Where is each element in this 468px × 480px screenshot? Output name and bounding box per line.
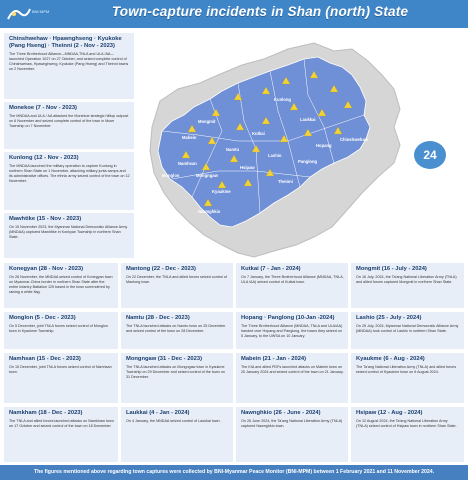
incident-title: Mabein (21 - Jan - 2024) xyxy=(241,356,307,362)
incident-body: On 15 November 2023, the Myanmar National Democratic Alliance Army (MNDAA) captured Mawhtike in Konkyan Township in northern Shan State. xyxy=(9,225,128,239)
incident-title: Monekoe (7 - Nov - 2023) xyxy=(9,105,77,111)
logo-text: BNI·MPM xyxy=(32,9,50,14)
incident-body: On 28 November, the MNDAA seized control of Konegyan town on Myanmar-China border in northern Shan State after the entire Infantry Battalion 125 based in the town surrendered by raising a white flag. xyxy=(9,275,113,294)
incident-card xyxy=(236,312,348,349)
incident-title: Kutkai (7 - Jan - 2024) xyxy=(241,266,301,272)
town-label: Panglong xyxy=(298,159,318,164)
incident-title: Kunlong (12 - Nov - 2023) xyxy=(9,155,79,161)
incident-body: On 15 December, joint TNLA forces seized control of Namhsan town. xyxy=(9,365,112,374)
incident-title: Namtu (28 - Dec - 2023) xyxy=(126,315,190,321)
incident-body: On 5 December, joint TNLA forces seized control of Monglon town in Kyaukme Township. xyxy=(9,324,108,333)
town-label: Chinshwehaw xyxy=(340,137,368,142)
incident-card xyxy=(351,407,464,462)
incident-body: On 12 August 2024, the Ta'ang National Liberation Army (TNLA) seized control of Hsipaw town in northern Shan State. xyxy=(356,419,457,428)
incident-card xyxy=(236,353,348,403)
incident-title: Mongmit (16 - July - 2024) xyxy=(356,266,427,272)
incident-body: On 16 July, 2024, the Ta'ang National Liberation Army (TNLA) and allied forces captured Mongmit in northern Shan State. xyxy=(356,275,457,284)
incident-card xyxy=(121,407,233,462)
incident-title: Laukkai (4 - Jan - 2024) xyxy=(126,410,190,416)
town-label: Mongmit xyxy=(198,119,216,124)
map-svg xyxy=(138,31,460,261)
town-label: Namtu xyxy=(226,147,240,152)
incident-title: Kyaukme (6 - Aug - 2024) xyxy=(356,356,425,362)
incident-card xyxy=(351,312,464,349)
incident-card xyxy=(121,263,233,308)
town-label: Kutkai xyxy=(252,131,265,136)
incident-body: The Ta'ang National Liberation Army (TNLA) and allied forces seized control of Kyaukme town on 6 August 2024. xyxy=(356,365,457,374)
incident-title: Nawnghkio (26 - June - 2024) xyxy=(241,410,321,416)
source-footer: The figures mentioned above regarding town captures were collected by BNI-Myanmar Peace Monitor (BNI-MPM) between 1 February 2021 and 11 November 2024. xyxy=(0,465,468,480)
incident-card xyxy=(4,213,134,258)
incident-body: On 7 January, the Three Brotherhood Alliance (MNDAA, TNLA, ULA /AA) seized control of Kutkai town. xyxy=(241,275,344,284)
incident-card xyxy=(4,33,134,99)
incident-body: The TNLA launched attacks on Namtu town on 25 December and seized control of the town on 28 December. xyxy=(126,324,226,333)
incident-title: Monglon (5 - Dec - 2023) xyxy=(9,315,76,321)
incident-card xyxy=(236,263,348,308)
incident-title: Mantong (22 - Dec - 2023) xyxy=(126,266,196,272)
incident-title: Namkham (18 - Dec - 2023) xyxy=(9,410,83,416)
incident-body: The MNDAA and ULA / AA attacked the Monekoe strategic hilltop outpost on 6 November and seized complete control of the town in Muse Township on 7 November. xyxy=(9,114,129,128)
incident-title: Mawhtike (15 - Nov - 2023) xyxy=(9,216,82,222)
incident-body: On 26 June 2024, the Ta'ang National Liberation Army (TNLA) captured Nawnghkio town. xyxy=(241,419,343,428)
incident-body: On 22 December, the TNLA and allied forces seized control of Mantong town. xyxy=(126,275,227,284)
incident-card xyxy=(236,407,348,462)
incident-title: Mongngaw (31 - Dec - 2023) xyxy=(126,356,203,362)
incident-card xyxy=(4,353,118,403)
town-label: Laukkai xyxy=(300,117,316,122)
shan-north-map xyxy=(138,31,460,261)
incident-body: The TNLA launched attacks on Mongngaw town in Kyaukme Township on 29 December and seized control of the town on 31 December. xyxy=(126,365,225,379)
incident-card xyxy=(121,353,233,403)
page-title: Town-capture incidents in Shan (north) State xyxy=(111,4,409,19)
incident-body: The MNDAA launched the military operation to capture Kunlong in northern Shan State on 1 November, attacking military junta camps and its administrative offices. The ethnic army seized control of the town on 12 November. xyxy=(9,164,130,183)
town-label: Hopang xyxy=(316,143,332,148)
incident-title: Chinshwehaw · Hpawnghseng · Kyukoke (Pang Hseng) · Theinni (2 - Nov - 2023) xyxy=(9,36,122,49)
incident-title: Lashio (25 - July - 2024) xyxy=(356,315,422,321)
incident-body: The Three Brotherhood Alliance (MNDAA, TNLA and ULA/AA) handed over Hopang and Panglong, the towns they seized on 5 January, to the UWSA on 10 January. xyxy=(241,324,343,338)
incident-body: The KIA and allied PDFs launched attacks on Mabein town on 20 January 2024 and seized control of the town on 21 January. xyxy=(241,365,344,374)
incident-card xyxy=(4,263,118,308)
bni-logo-icon xyxy=(6,5,32,23)
town-label: Lashio xyxy=(268,153,282,158)
town-label: Monglon xyxy=(162,173,180,178)
incident-title: Hopang · Panglong (10-Jan -2024) xyxy=(241,315,335,321)
incident-title: Hsipaw (12 - Aug - 2024) xyxy=(356,410,423,416)
incident-body: The Three Brotherhood Alliance—MNDAA,TNLA and ULA /AA— launched Operation 1027 on 27 October, and seized complete control of Chinshwehaw, Hpawnghseng, Kyukoke (Pang Hseng) and Theinni towns on 2 November. xyxy=(9,52,129,71)
incident-card xyxy=(121,312,233,349)
incident-body: On 4 January, the MNDAA seized control of Laukkai town. xyxy=(126,419,221,423)
incident-card xyxy=(351,353,464,403)
incident-title: Namhsan (15 - Dec - 2023) xyxy=(9,356,81,362)
incident-card xyxy=(351,263,464,308)
incident-title: Konegyan (28 - Nov - 2023) xyxy=(9,266,84,272)
incident-card xyxy=(4,407,118,462)
town-label: Mongngaw xyxy=(196,173,218,178)
town-label: Mabein xyxy=(182,135,197,140)
incident-card xyxy=(4,102,134,149)
town-label: Hsipaw xyxy=(240,165,255,170)
header-banner xyxy=(0,0,468,28)
town-label: Nawnghkio xyxy=(198,209,221,214)
town-label: Namhsan xyxy=(178,161,197,166)
incident-card xyxy=(4,152,134,210)
incident-card xyxy=(4,312,118,349)
incident-body: The TNLA and allied forces launched attacks on Namkham town on 17 October and seized control of the town on 18 December. xyxy=(9,419,114,428)
incident-count-badge: 24 xyxy=(414,141,446,169)
town-label: Theinni xyxy=(278,179,293,184)
town-label: Kunlong xyxy=(274,97,291,102)
incident-body: On 25 July, 2024, Myanmar National Democratic Alliance Army (MNDAA) took control of Lashio in northern Shan State. xyxy=(356,324,459,333)
town-label: Kyaukme xyxy=(212,189,231,194)
